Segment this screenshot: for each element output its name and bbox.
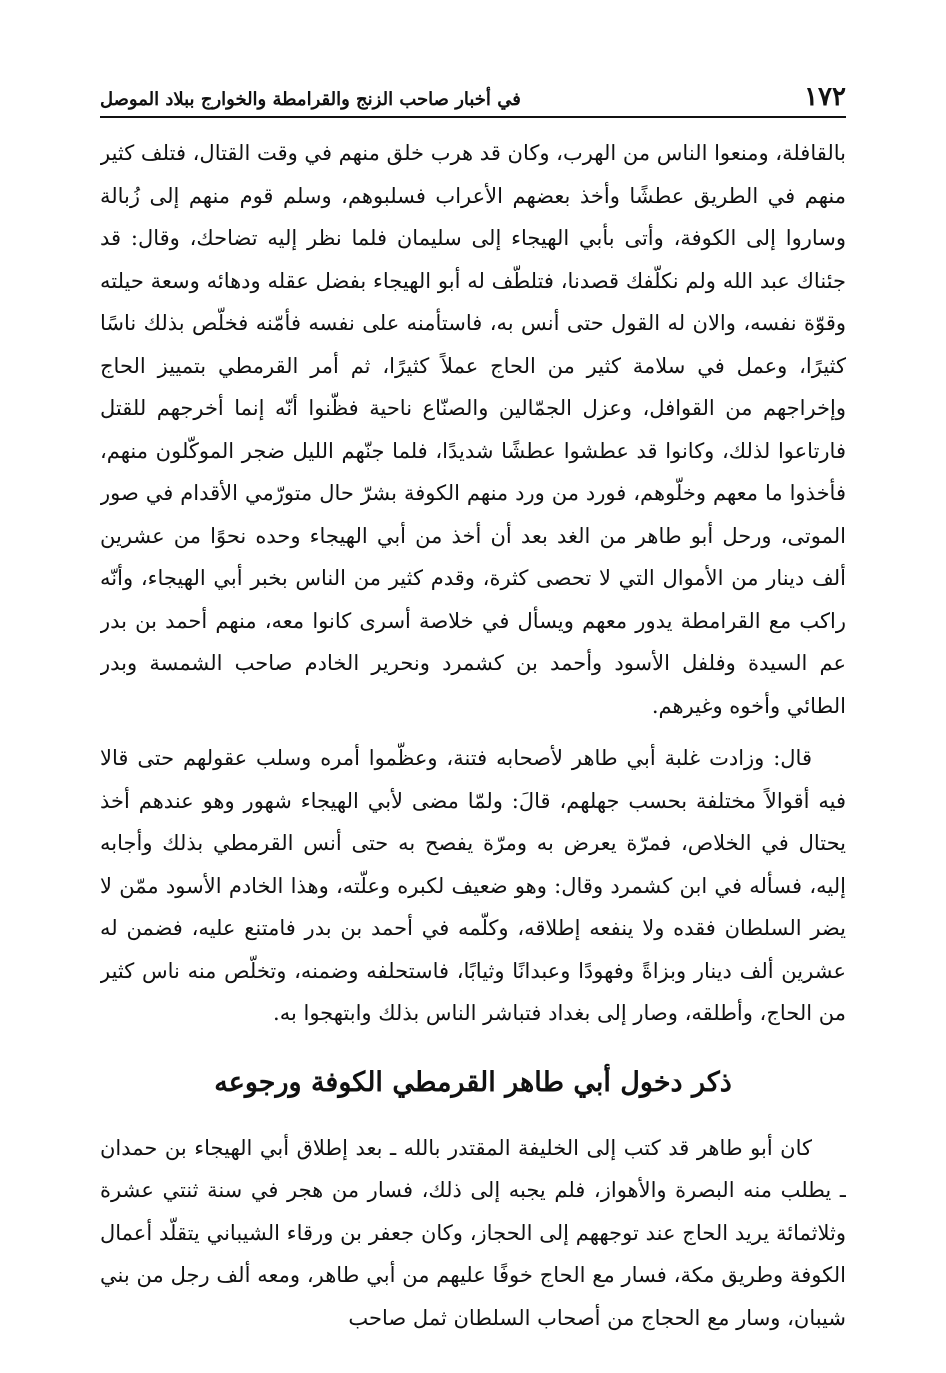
book-page [100,80,846,1360]
running-header [100,80,846,118]
page-number: ١٧٢ [804,82,846,112]
paragraph-2: قال: وزادت غلبة أبي طاهر لأصحابه فتنة، وعظّموا أمره وسلب عقولهم حتى قالا فيه أقوالاً مختلفة بحسب جهلهم، قالَ: ولمّا مضى لأبي الهيجاء شهور وهو عندهم أخذ يحتال في الخلاص، فمرّة يعرض به ومرّة يفصح به حتى أنس القرمطي بذلك وأجابه إليه، فسأله في ابن كشمرد وقال: وهو ضعيف لكبره وعلّته، وهذا الخادم الأسود ممّن لا يضر السلطان فقده ولا ينفعه إطلاقه، وكلّمه في أحمد بن بدر فامتنع عليه، فضمن له عشرين ألف دينار وبزاةً وفهودًا وعبدانًا وثيابًا، فاستحلفه وضمنه، وتخلّص منه ناس كثير من الحاج، وأطلقه، وصار إلى بغداد فتباشر الناس بذلك وابتهجوا به. [100,746,846,1025]
section-heading: ذكر دخول أبي طاهر القرمطي الكوفة ورجوعه [214,1066,732,1098]
running-title: في أخبار صاحب الزنج والقرامطة والخوارج ببلاد الموصل [100,89,521,110]
paragraph-1: بالقافلة، ومنعوا الناس من الهرب، وكان قد هرب خلق منهم في وقت القتال، فتلف كثير منهم في الطريق عطشًا وأخذ بعضهم الأعراب فسلبوهم، وسلم قوم منهم إلى زُبالة وساروا إلى الكوفة، وأتى بأبي الهيجاء إلى سليمان فلما نظر إليه تضاحك، وقال: قد جئناك عبد الله ولم نكلّفك قصدنا، فتلطّف له أبو الهيجاء بفضل عقله ودهائه وسعة حيلته وقوّة نفسه، والان له القول حتى أنس به، فاستأمنه على نفسه فأمّنه فخلّص بذلك ناسًا كثيرًا، وعمل في سلامة كثير من الحاج عملاً كثيرًا، ثم أمر القرمطي بتمييز الحاج وإخراجهم من القوافل، وعزل الجمّالين والصنّاع ناحية فظّنوا أنّه إنما أخرجهم للقتل فارتاعوا لذلك، وكانوا قد عطشوا عطشًا شديدًا، فلما جنّهم الليل ضجر الموكّلون منهم، فأخذوا ما معهم وخلّوهم، فورد من ورد منهم الكوفة بشرّ حال متورّمي الأقدام في صور الموتى، ورحل أبو طاهر من الغد بعد أن أخذ من أبي الهيجاء وحده نحوًا من عشرين ألف دينار من الأموال التي لا تحصى كثرة، وقدم كثير من الناس بخبر أبي الهيجاء، وأنّه راكب مع القرامطة يدور معهم ويسأل في خلاصة أسرى كانوا معه، منهم أحمد بن بدر عم السيدة وفلفل الأسود وأحمد بن كشمرد ونحرير الخادم صاحب الشمسة وبدر الطائي وأخوه وغيرهم. [100,141,846,718]
body-text [100,132,846,1339]
section-paragraph: كان أبو طاهر قد كتب إلى الخليفة المقتدر بالله ـ بعد إطلاق أبي الهيجاء بن حمدان ـ يطلب منه البصرة والأهواز، فلم يجبه إلى ذلك، فسار من هجر في سنة ثنتي عشرة وثلاثمائة يريد الحاج عند توجههم إلى الحجاز، وكان جعفر بن ورقاء الشيباني يتقلّد أعمال الكوفة وطريق مكة، فسار مع الحاج خوفًا عليهم من أبي طاهر، ومعه ألف رجل من بني شيبان، وسار مع الحجاج من أصحاب السلطان ثمل صاحب [100,1135,846,1330]
